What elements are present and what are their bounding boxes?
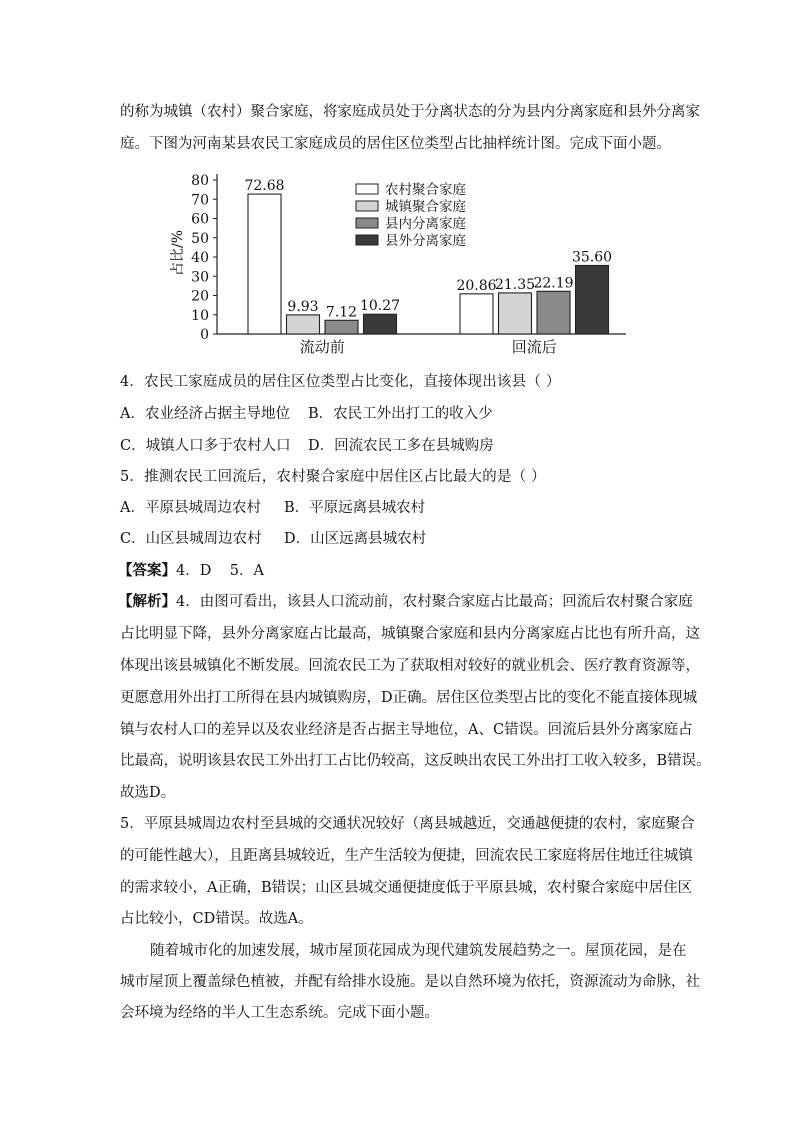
intro-line-1: 的称为城镇（农村）聚合家庭，将家庭成员处于分离状态的分为县内分离家庭和县外分离家 <box>120 104 700 120</box>
q5-stem: 5．推测农民工回流后，农村聚合家庭中居住区占比最大的是（ ） <box>120 469 546 485</box>
bar-chart <box>160 165 640 355</box>
analysis-text-1: 4．由图可看出，该县人口流动前，农村聚合家庭占比最高；回流后农村聚合家庭 <box>176 594 693 610</box>
data-label: 22.19 <box>533 275 574 292</box>
q5-option-d: D．山区远离县城农村 <box>284 531 427 547</box>
next-line-3: 会环境为经络的半人工生态系统。完成下面小题。 <box>120 1005 439 1021</box>
q4-option-a: A．农业经济占据主导地位 <box>120 406 290 422</box>
q4-option-c: C．城镇人口多于农村人口 <box>120 438 291 454</box>
bar <box>576 265 609 334</box>
analysis-line-11: 占比较小，CD错误。故选A。 <box>120 911 313 927</box>
q4-option-d: D．回流农民工多在县城购房 <box>308 438 494 454</box>
q5-option-b: B．平原远离县城农村 <box>284 500 426 516</box>
answer-text: 4．D 5．A <box>176 563 264 579</box>
bar <box>364 314 397 334</box>
y-tick-label: 10 <box>191 307 209 324</box>
analysis-tag: 【解析】 <box>118 593 176 610</box>
legend-label: 县外分离家庭 <box>385 233 466 249</box>
data-label: 35.60 <box>571 249 613 266</box>
data-label: 7.12 <box>325 304 358 321</box>
q5-option-c: C．山区县城周边农村 <box>120 531 262 547</box>
x-axis-categories <box>300 338 557 355</box>
legend-label: 城镇聚合家庭 <box>385 199 466 215</box>
data-label: 9.93 <box>287 298 319 315</box>
analysis-line-7: 故选D。 <box>120 785 176 801</box>
q4-option-b: B．农民工外出打工的收入少 <box>308 406 493 422</box>
bar <box>287 315 320 334</box>
analysis-line-1 <box>118 592 693 612</box>
y-tick-label: 40 <box>191 250 209 266</box>
analysis-line-9: 的可能性越大），且距离县城较近，生产生活较为便捷，回流农民工家庭将居住地迁往城镇 <box>120 848 693 864</box>
legend-label: 县内分离家庭 <box>385 216 466 232</box>
data-label: 21.35 <box>494 276 536 293</box>
analysis-line-5: 镇与农村人口的差异以及农业经济是否占据主导地位，A、C错误。回流后县外分离家庭占 <box>120 722 693 738</box>
analysis-line-3: 体现出该县城镇化不断发展。回流农民工为了获取相对较好的就业机会、医疗教育资源等， <box>120 658 700 674</box>
legend-swatch <box>356 184 378 194</box>
bar <box>499 293 532 334</box>
data-label: 10.27 <box>359 298 401 315</box>
intro-line-2: 庭。下图为河南某县农民工家庭成员的居住区位类型占比抽样统计图。完成下面小题。 <box>120 136 671 152</box>
y-tick-label: 60 <box>191 211 209 228</box>
next-line-1: 随着城市化的加速发展，城市屋顶花园成为现代建筑发展趋势之一。屋顶花园，是在 <box>150 943 687 959</box>
bar <box>537 291 570 334</box>
data-label: 72.68 <box>244 178 285 195</box>
data-label: 20.86 <box>456 277 497 294</box>
analysis-line-10: 的需求较小，A正确，B错误；山区县城交通便捷度低于平原县城，农村聚合家庭中居住区 <box>120 880 693 896</box>
bar <box>460 294 493 334</box>
answer <box>118 561 264 581</box>
y-tick-label: 20 <box>191 288 209 305</box>
analysis-line-6: 比最高，说明该县农民工外出打工占比仍较高，这反映出农民工外出打工收入较多，B错误。 <box>120 753 711 769</box>
q4-stem: 4．农民工家庭成员的居住区位类型占比变化，直接体现出该县（ ） <box>120 374 561 390</box>
y-tick-label: 30 <box>191 269 209 286</box>
analysis-line-8: 5．平原县城周边农村至县城的交通状况较好（离县城越近，交通越便捷的农村，家庭聚合 <box>120 816 695 832</box>
legend-swatch <box>356 201 378 211</box>
legend-swatch <box>356 218 378 228</box>
y-tick-label: 80 <box>191 173 209 189</box>
bar <box>248 194 281 334</box>
y-tick-label: 0 <box>200 327 209 343</box>
legend <box>356 181 466 249</box>
x-category-label: 回流后 <box>511 338 557 355</box>
y-axis-label: 占比/% <box>170 229 186 277</box>
next-line-2: 城市屋顶上覆盖绿色植被，并配有给排水设施。是以自然环境为依托，资源流动为命脉，社 <box>120 974 700 990</box>
analysis-line-4: 更愿意用外出打工所得在县内城镇购房，D正确。居住区位类型占比的变化不能直接体现城 <box>120 690 698 706</box>
x-category-label: 流动前 <box>299 338 345 355</box>
answer-tag: 【答案】 <box>118 562 176 579</box>
y-tick-label: 50 <box>191 230 209 247</box>
y-tick-label: 70 <box>191 192 209 209</box>
q5-option-a: A．平原县城周边农村 <box>120 500 261 516</box>
bar <box>325 320 358 334</box>
legend-label: 农村聚合家庭 <box>385 182 466 198</box>
legend-swatch <box>356 235 378 245</box>
analysis-line-2: 占比明显下降，县外分离家庭占比最高，城镇聚合家庭和县内分离家庭占比也有所升高，这 <box>120 626 700 642</box>
